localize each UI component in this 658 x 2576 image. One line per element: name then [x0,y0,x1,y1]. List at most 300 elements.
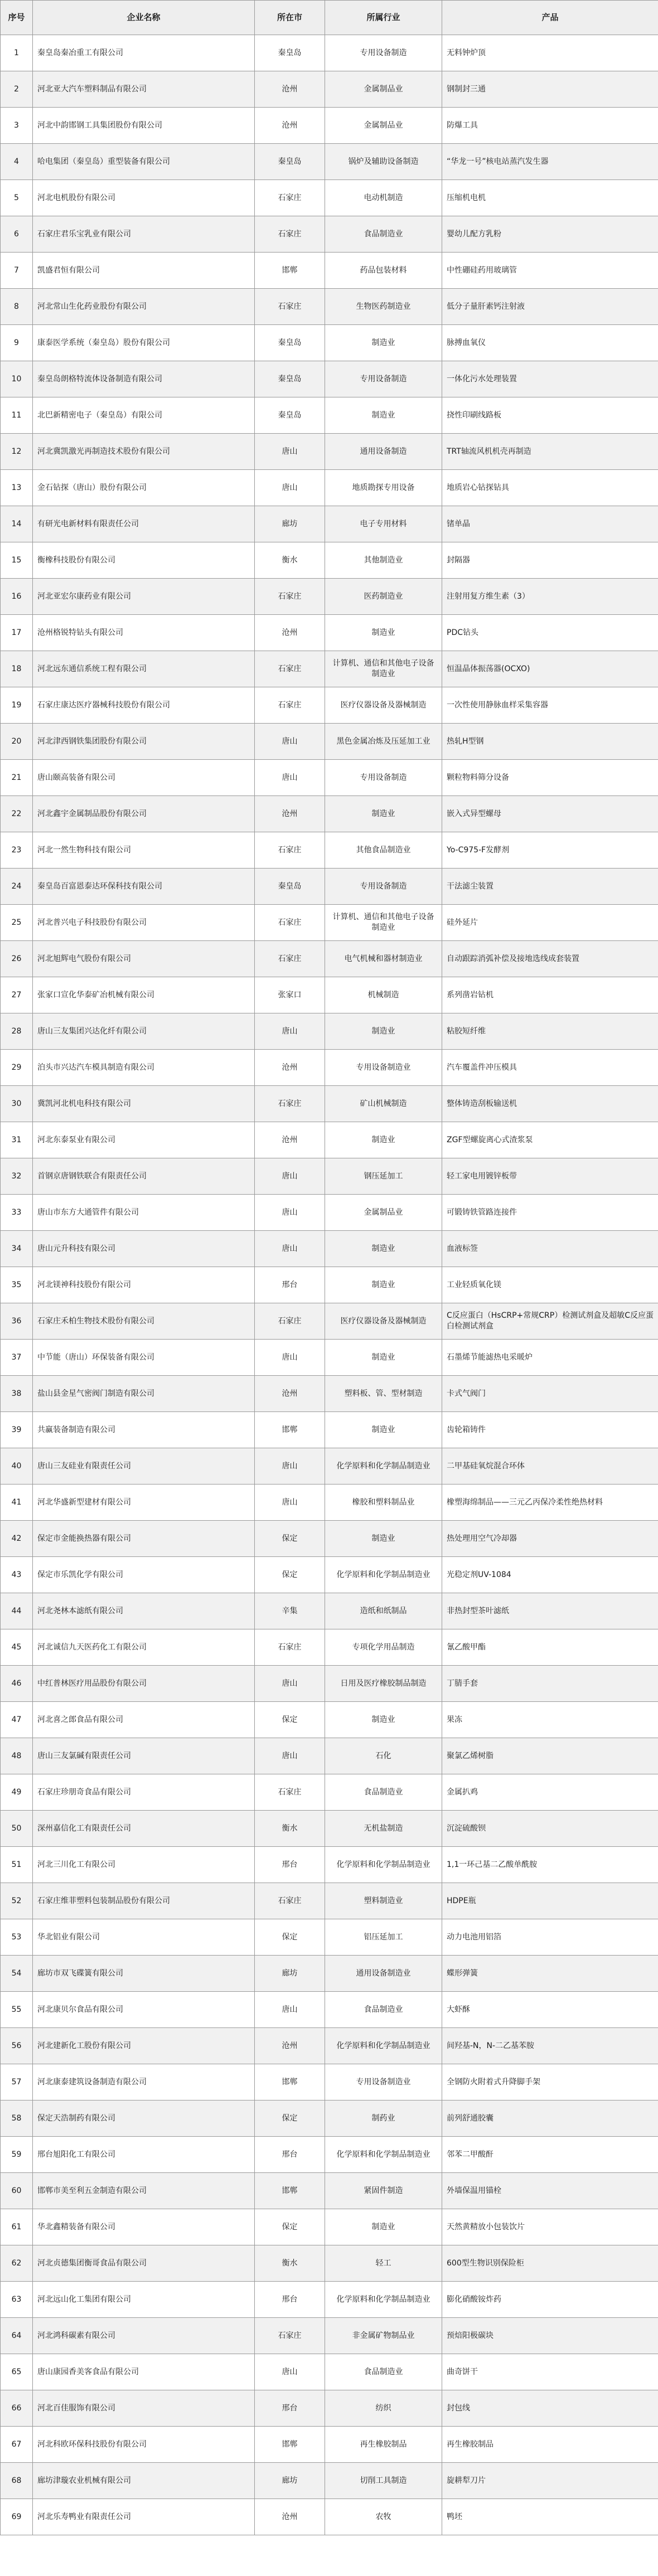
cell-industry: 再生橡胶制品 [325,2427,442,2463]
cell-company: 唐山康园香美客食品有限公司 [33,2354,255,2390]
cell-company: 中红普林医疗用品股份有限公司 [33,1666,255,1702]
cell-product: 沉淀硫酸钡 [442,1811,658,1847]
cell-no: 15 [1,542,33,579]
cell-product: 动力电池用铝箔 [442,1919,658,1956]
cell-company: 河北津西钢铁集团股份有限公司 [33,724,255,760]
cell-no: 58 [1,2100,33,2137]
cell-product: 封包线 [442,2390,658,2427]
table-row [1,1956,658,1992]
table-row [1,724,658,760]
cell-company: 石家庄珍朋奇食品有限公司 [33,1774,255,1811]
cell-no: 25 [1,905,33,941]
cell-industry: 食品制造业 [325,1774,442,1811]
cell-industry: 纺织 [325,2390,442,2427]
cell-city: 唐山 [255,1666,325,1702]
cell-product: 间羟基-N，N-二乙基苯胺 [442,2028,658,2064]
cell-company: 唐山三友氯碱有限责任公司 [33,1738,255,1774]
cell-industry: 化学原料和化学制品制造业 [325,1847,442,1883]
cell-industry: 通用设备制造 [325,434,442,470]
cell-no: 40 [1,1448,33,1485]
cell-company: 河北诚信九天医药化工有限公司 [33,1629,255,1666]
cell-no: 19 [1,687,33,724]
table-row [1,1919,658,1956]
cell-product: 系列凿岩钻机 [442,977,658,1013]
cell-no: 28 [1,1013,33,1050]
table-row [1,2282,658,2318]
cell-city: 沧州 [255,108,325,144]
table-row [1,905,658,941]
cell-city: 保定 [255,1557,325,1593]
cell-product: 非热封型茶叶滤纸 [442,1593,658,1629]
cell-industry: 金属制品业 [325,71,442,108]
cell-city: 石家庄 [255,1774,325,1811]
table-row [1,71,658,108]
cell-company: 石家庄禾柏生物技术股份有限公司 [33,1303,255,1340]
cell-company: 河北百佳服饰有限公司 [33,2390,255,2427]
cell-company: 河北鑫宇金属制品股份有限公司 [33,796,255,832]
cell-city: 保定 [255,2209,325,2245]
cell-company: 河北冀凯激光再制造技术股份有限公司 [33,434,255,470]
cell-city: 邯郸 [255,253,325,289]
cell-city: 秦皇岛 [255,325,325,361]
cell-product: 自动跟踪消弧补偿及接地选线成套装置 [442,941,658,977]
cell-no: 37 [1,1340,33,1376]
cell-city: 石家庄 [255,905,325,941]
cell-industry: 化学原料和化学制品制造业 [325,2028,442,2064]
cell-industry: 无机盐制造 [325,1811,442,1847]
cell-industry: 计算机、通信和其他电子设备制造业 [325,905,442,941]
cell-industry: 制造业 [325,1267,442,1303]
cell-company: 河北远东通信系统工程有限公司 [33,651,255,687]
cell-company: 河北尧林本滤纸有限公司 [33,1593,255,1629]
cell-company: 保定天浩制药有限公司 [33,2100,255,2137]
cell-no: 3 [1,108,33,144]
cell-no: 52 [1,1883,33,1919]
cell-city: 石家庄 [255,832,325,869]
cell-city: 廊坊 [255,2463,325,2499]
cell-no: 14 [1,506,33,542]
cell-city: 唐山 [255,470,325,506]
cell-company: 河北远山化工集团有限公司 [33,2282,255,2318]
cell-industry: 造纸和纸制品 [325,1593,442,1629]
cell-product: 果冻 [442,1702,658,1738]
cell-city: 邯郸 [255,2427,325,2463]
cell-no: 59 [1,2137,33,2173]
cell-no: 1 [1,35,33,71]
cell-product: 锗单晶 [442,506,658,542]
cell-industry: 其他制造业 [325,542,442,579]
cell-industry: 切削工具制造 [325,2463,442,2499]
cell-industry: 轻工 [325,2245,442,2282]
cell-product: 旋耕犁刀片 [442,2463,658,2499]
cell-no: 46 [1,1666,33,1702]
cell-industry: 药品包装材料 [325,253,442,289]
table-row [1,1521,658,1557]
table-row [1,1774,658,1811]
cell-industry: 日用及医疗橡胶制品制造 [325,1666,442,1702]
cell-product: 地质岩心钻探钻具 [442,470,658,506]
cell-city: 唐山 [255,1158,325,1195]
cell-industry: 农牧 [325,2499,442,2535]
cell-product: 蝶形弹簧 [442,1956,658,1992]
cell-product: 预焙阳极碳块 [442,2318,658,2354]
cell-product: 1,1一环己基二乙酸单酰胺 [442,1847,658,1883]
cell-product: 聚氯乙烯树脂 [442,1738,658,1774]
table-header-row [1,1,658,35]
cell-city: 沧州 [255,2028,325,2064]
cell-company: 凯盛君恒有限公司 [33,253,255,289]
cell-company: 深州嘉信化工有限责任公司 [33,1811,255,1847]
table-row [1,1666,658,1702]
cell-no: 16 [1,579,33,615]
cell-industry: 锅炉及辅助设备制造 [325,144,442,180]
cell-company: 中节能（唐山）环保装备有限公司 [33,1340,255,1376]
cell-no: 12 [1,434,33,470]
cell-city: 衡水 [255,1811,325,1847]
cell-industry: 地质勘探专用设备 [325,470,442,506]
cell-industry: 食品制造业 [325,216,442,253]
cell-industry: 铝压延加工 [325,1919,442,1956]
cell-product: 一体化污水处理装置 [442,361,658,397]
cell-city: 辛集 [255,1593,325,1629]
cell-product: 热处理用空气冷却器 [442,1521,658,1557]
cell-company: 沧州格锐特钻头有限公司 [33,615,255,651]
table-row [1,1267,658,1303]
cell-industry: 紧固件制造 [325,2173,442,2209]
cell-product: 全钢防火附着式升降脚手架 [442,2064,658,2100]
table-row [1,1122,658,1158]
table-row [1,1195,658,1231]
table-row [1,180,658,216]
cell-no: 36 [1,1303,33,1340]
cell-no: 17 [1,615,33,651]
cell-industry: 塑料制造业 [325,1883,442,1919]
cell-city: 唐山 [255,434,325,470]
cell-product: 干法滤尘装置 [442,869,658,905]
cell-industry: 非金属矿物制品业 [325,2318,442,2354]
cell-industry: 制造业 [325,1340,442,1376]
table-row [1,760,658,796]
cell-company: 首钢京唐钢铁联合有限责任公司 [33,1158,255,1195]
cell-company: 泊头市兴达汽车模具制造有限公司 [33,1050,255,1086]
cell-city: 邢台 [255,2282,325,2318]
cell-no: 5 [1,180,33,216]
table-row [1,2137,658,2173]
cell-city: 张家口 [255,977,325,1013]
cell-city: 石家庄 [255,289,325,325]
cell-company: 河北康贝尔食品有限公司 [33,1992,255,2028]
cell-industry: 专用设备制造 [325,361,442,397]
cell-industry: 石化 [325,1738,442,1774]
cell-product: 丁腈手套 [442,1666,658,1702]
cell-no: 38 [1,1376,33,1412]
cell-product: C反应蛋白（HsCRP+常规CRP）检测试剂盒及超敏C反应蛋白检测试剂盒 [442,1303,658,1340]
cell-company: 秦皇岛朗格特流体设备制造有限公司 [33,361,255,397]
cell-city: 衡水 [255,542,325,579]
cell-company: 保定市金能换热器有限公司 [33,1521,255,1557]
cell-company: 张家口宣化华泰矿冶机械有限公司 [33,977,255,1013]
cell-city: 石家庄 [255,651,325,687]
table-row [1,1557,658,1593]
cell-no: 41 [1,1485,33,1521]
cell-company: 廊坊市双飞碟簧有限公司 [33,1956,255,1992]
cell-company: 河北鸿科碳素有限公司 [33,2318,255,2354]
table-row [1,470,658,506]
cell-product: 鸭坯 [442,2499,658,2535]
cell-product: 曲奇饼干 [442,2354,658,2390]
cell-product: 大虾酥 [442,1992,658,2028]
cell-no: 22 [1,796,33,832]
table-row [1,1231,658,1267]
cell-no: 13 [1,470,33,506]
cell-company: 河北贞德集团衡哥食品有限公司 [33,2245,255,2282]
cell-product: 轻工家电用镀锌板带 [442,1158,658,1195]
cell-product: 粘胶短纤维 [442,1013,658,1050]
cell-company: 河北亚宏尔康药业有限公司 [33,579,255,615]
cell-industry: 黑色金属冶炼及压延加工业 [325,724,442,760]
cell-city: 廊坊 [255,1956,325,1992]
table-row [1,1340,658,1376]
table-row [1,1992,658,2028]
table-row [1,434,658,470]
table-row [1,1883,658,1919]
cell-no: 47 [1,1702,33,1738]
cell-city: 秦皇岛 [255,869,325,905]
cell-company: 唐山三友硅业有限责任公司 [33,1448,255,1485]
cell-product: 血液标签 [442,1231,658,1267]
table-row [1,144,658,180]
cell-product: 低分子量肝素钙注射液 [442,289,658,325]
cell-product: 挠性印刷线路板 [442,397,658,434]
cell-city: 石家庄 [255,579,325,615]
cell-city: 石家庄 [255,216,325,253]
header-company: 企业名称 [33,1,255,35]
table-row [1,615,658,651]
cell-industry: 食品制造业 [325,1992,442,2028]
cell-no: 8 [1,289,33,325]
table-row [1,1702,658,1738]
cell-city: 唐山 [255,1485,325,1521]
table-row [1,108,658,144]
cell-no: 44 [1,1593,33,1629]
table-row [1,2028,658,2064]
cell-city: 沧州 [255,615,325,651]
cell-industry: 制造业 [325,615,442,651]
cell-industry: 制药业 [325,2100,442,2137]
table-row [1,1448,658,1485]
table-row [1,1811,658,1847]
cell-no: 11 [1,397,33,434]
cell-company: 河北三川化工有限公司 [33,1847,255,1883]
table-row [1,542,658,579]
cell-city: 石家庄 [255,2318,325,2354]
cell-company: 衡橡科技股份有限公司 [33,542,255,579]
cell-no: 6 [1,216,33,253]
cell-company: 共赢装备制造有限公司 [33,1412,255,1448]
table-row [1,1303,658,1340]
cell-company: 石家庄君乐宝乳业有限公司 [33,216,255,253]
cell-product: 压缩机电机 [442,180,658,216]
cell-company: 邢台旭阳化工有限公司 [33,2137,255,2173]
cell-city: 沧州 [255,1376,325,1412]
cell-company: 河北旭辉电气股份有限公司 [33,941,255,977]
cell-no: 53 [1,1919,33,1956]
cell-city: 石家庄 [255,180,325,216]
cell-no: 34 [1,1231,33,1267]
cell-company: 河北普兴电子科技股份有限公司 [33,905,255,941]
cell-product: 橡塑海绵制品——三元乙丙保冷柔性绝热材料 [442,1485,658,1521]
cell-no: 48 [1,1738,33,1774]
cell-industry: 专用设备制造业 [325,2064,442,2100]
cell-industry: 金属制品业 [325,1195,442,1231]
table-row [1,361,658,397]
cell-product: 脉搏血氧仪 [442,325,658,361]
table-row [1,1593,658,1629]
cell-city: 唐山 [255,760,325,796]
cell-industry: 化学原料和化学制品制造业 [325,1448,442,1485]
cell-product: 注射用复方维生素（3） [442,579,658,615]
cell-product: 二甲基硅氧烷混合环体 [442,1448,658,1485]
cell-city: 唐山 [255,1448,325,1485]
cell-industry: 塑料板、管、型材制造 [325,1376,442,1412]
cell-industry: 专用设备制造 [325,760,442,796]
cell-industry: 制造业 [325,1231,442,1267]
cell-city: 沧州 [255,796,325,832]
cell-industry: 化学原料和化学制品制造业 [325,2282,442,2318]
cell-city: 邯郸 [255,2064,325,2100]
cell-no: 30 [1,1086,33,1122]
cell-city: 石家庄 [255,1629,325,1666]
cell-industry: 机械制造 [325,977,442,1013]
table-row [1,325,658,361]
table-row [1,2173,658,2209]
cell-city: 沧州 [255,71,325,108]
cell-no: 69 [1,2499,33,2535]
cell-company: 唐山元升科技有限公司 [33,1231,255,1267]
table-row [1,1086,658,1122]
table-row [1,2209,658,2245]
cell-no: 23 [1,832,33,869]
cell-city: 邯郸 [255,1412,325,1448]
cell-company: 唐山市东方大通管件有限公司 [33,1195,255,1231]
table-row [1,1485,658,1521]
cell-no: 67 [1,2427,33,2463]
cell-company: 河北常山生化药业股份有限公司 [33,289,255,325]
cell-industry: 制造业 [325,1412,442,1448]
cell-no: 66 [1,2390,33,2427]
cell-company: 哈电集团（秦皇岛）重型装备有限公司 [33,144,255,180]
cell-product: 钢制封三通 [442,71,658,108]
cell-no: 64 [1,2318,33,2354]
cell-company: 河北电机股份有限公司 [33,180,255,216]
cell-company: 河北乐寿鸭业有限责任公司 [33,2499,255,2535]
cell-no: 35 [1,1267,33,1303]
cell-no: 4 [1,144,33,180]
cell-no: 9 [1,325,33,361]
cell-no: 49 [1,1774,33,1811]
cell-product: 封隔器 [442,542,658,579]
table-row [1,796,658,832]
cell-city: 沧州 [255,1122,325,1158]
cell-no: 32 [1,1158,33,1195]
cell-industry: 制造业 [325,1702,442,1738]
cell-city: 廊坊 [255,506,325,542]
cell-no: 21 [1,760,33,796]
cell-city: 唐山 [255,1738,325,1774]
cell-no: 55 [1,1992,33,2028]
cell-no: 45 [1,1629,33,1666]
cell-no: 51 [1,1847,33,1883]
table-row [1,941,658,977]
table-row [1,506,658,542]
cell-city: 唐山 [255,1195,325,1231]
cell-product: 无料钟炉顶 [442,35,658,71]
cell-city: 保定 [255,1702,325,1738]
cell-city: 保定 [255,2100,325,2137]
table-row [1,253,658,289]
cell-no: 57 [1,2064,33,2100]
cell-company: 冀凯河北机电科技有限公司 [33,1086,255,1122]
cell-company: 金石钻探（唐山）股份有限公司 [33,470,255,506]
cell-no: 31 [1,1122,33,1158]
table-row [1,2245,658,2282]
cell-no: 50 [1,1811,33,1847]
cell-company: 河北东泰泵业有限公司 [33,1122,255,1158]
cell-company: 盐山县金星气密阀门制造有限公司 [33,1376,255,1412]
cell-product: 外墙保温用锚栓 [442,2173,658,2209]
table-row [1,2499,658,2535]
cell-company: 唐山颐高装备有限公司 [33,760,255,796]
cell-company: 廊坊津璇农业机械有限公司 [33,2463,255,2499]
cell-no: 61 [1,2209,33,2245]
table-row [1,1013,658,1050]
cell-product: HDPE瓶 [442,1883,658,1919]
table-row [1,579,658,615]
cell-city: 唐山 [255,2354,325,2390]
cell-industry: 制造业 [325,2209,442,2245]
table-body [1,35,658,2535]
cell-product: 可锻铸铁管路连接件 [442,1195,658,1231]
cell-product: 婴幼儿配方乳粉 [442,216,658,253]
table-row [1,1376,658,1412]
cell-industry: 矿山机械制造 [325,1086,442,1122]
cell-product: 天然黄精放小包装饮片 [442,2209,658,2245]
cell-industry: 专用设备制造业 [325,1050,442,1086]
cell-industry: 橡胶和塑料制品业 [325,1485,442,1521]
cell-no: 60 [1,2173,33,2209]
cell-industry: 专用设备制造 [325,869,442,905]
cell-no: 42 [1,1521,33,1557]
cell-city: 邢台 [255,2137,325,2173]
cell-product: 石墨烯节能滤热电采暖炉 [442,1340,658,1376]
cell-no: 10 [1,361,33,397]
cell-product: “华龙一号”核电站蒸汽发生器 [442,144,658,180]
table-row [1,1412,658,1448]
cell-city: 沧州 [255,1050,325,1086]
header-industry: 所属行业 [325,1,442,35]
cell-industry: 金属制品业 [325,108,442,144]
cell-product: 卡式气阀门 [442,1376,658,1412]
cell-industry: 化学原料和化学制品制造业 [325,1557,442,1593]
table-row [1,2354,658,2390]
cell-industry: 制造业 [325,1122,442,1158]
cell-company: 河北亚大汽车塑料制品有限公司 [33,71,255,108]
cell-product: 嵌入式异型螺母 [442,796,658,832]
cell-city: 秦皇岛 [255,144,325,180]
table-row [1,2390,658,2427]
cell-industry: 计算机、通信和其他电子设备制造业 [325,651,442,687]
cell-city: 秦皇岛 [255,397,325,434]
